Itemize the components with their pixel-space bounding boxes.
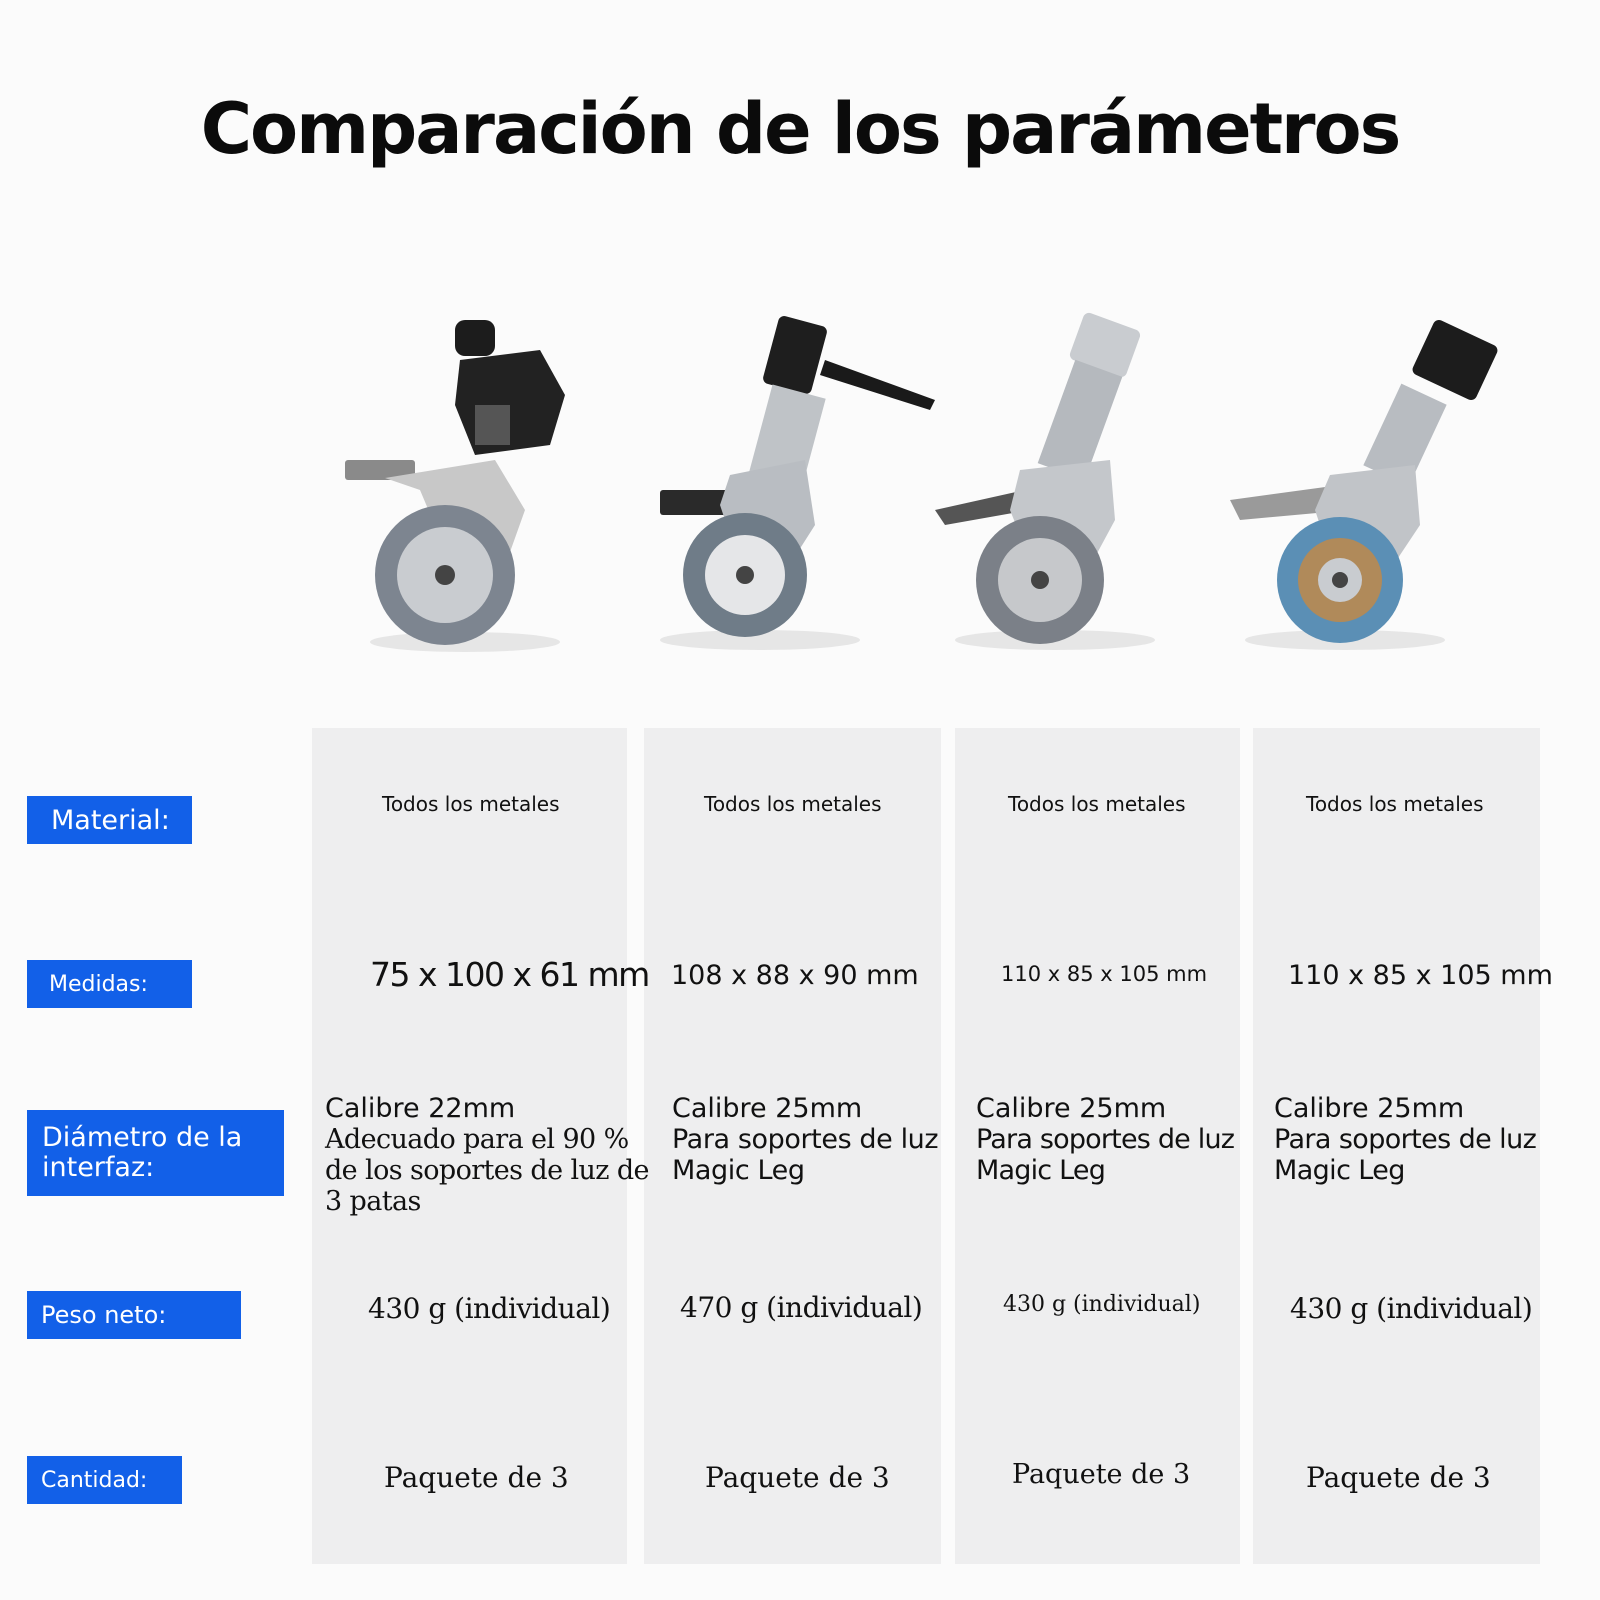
compat-text-3: Para soportes de luz Magic Leg xyxy=(976,1124,1235,1186)
cantidad-value-1: Paquete de 3 xyxy=(384,1461,569,1494)
row-label-material: Material: xyxy=(27,796,192,844)
material-value-3: Todos los metales xyxy=(1008,792,1186,816)
row-label-peso: Peso neto: xyxy=(27,1291,241,1339)
compat-text-2: Para soportes de luz Magic Leg xyxy=(672,1124,939,1186)
medidas-value-3: 110 x 85 x 105 mm xyxy=(1001,962,1208,986)
calibre-text-3: Calibre 25mm xyxy=(976,1093,1167,1124)
material-value-2: Todos los metales xyxy=(704,792,882,816)
row-label-diametro: Diámetro de la interfaz: xyxy=(27,1110,284,1196)
material-value-1: Todos los metales xyxy=(382,792,560,816)
cantidad-value-3: Paquete de 3 xyxy=(1012,1459,1191,1490)
calibre-text-4: Calibre 25mm xyxy=(1274,1093,1465,1124)
interface-value-2 xyxy=(672,1093,962,1186)
row-label-cantidad: Cantidad: xyxy=(27,1456,182,1504)
medidas-value-2: 108 x 88 x 90 mm xyxy=(671,960,919,991)
clamp-caster-wheel-icon xyxy=(325,310,625,670)
row-label-medidas: Medidas: xyxy=(27,960,192,1008)
peso-value-4: 430 g (individual) xyxy=(1290,1292,1533,1325)
peso-value-3: 430 g (individual) xyxy=(1003,1292,1201,1317)
compat-text-4: Para soportes de luz Magic Leg xyxy=(1274,1124,1537,1186)
lever-caster-wheel-icon xyxy=(650,310,950,670)
compat-text-1: Adecuado para el 90 % de los soportes de luz de 3 patas xyxy=(325,1124,649,1217)
blue-caster-wheel-icon xyxy=(1230,310,1530,670)
cantidad-value-4: Paquete de 3 xyxy=(1306,1461,1491,1494)
calibre-text-1: Calibre 22mm xyxy=(325,1093,516,1124)
page-title: Comparación de los parámetros xyxy=(200,88,1400,170)
medidas-value-1: 75 x 100 x 61 mm xyxy=(370,955,649,994)
peso-value-2: 470 g (individual) xyxy=(680,1291,923,1324)
material-value-4: Todos los metales xyxy=(1306,792,1484,816)
calibre-text-2: Calibre 25mm xyxy=(672,1093,863,1124)
cantidad-value-2: Paquete de 3 xyxy=(705,1461,890,1494)
interface-value-3 xyxy=(976,1093,1261,1186)
medidas-value-4: 110 x 85 x 105 mm xyxy=(1288,960,1553,991)
peso-value-1: 430 g (individual) xyxy=(368,1292,611,1325)
silver-caster-wheel-icon xyxy=(935,310,1235,670)
interface-value-4 xyxy=(1274,1093,1574,1186)
interface-value-1 xyxy=(325,1093,655,1217)
